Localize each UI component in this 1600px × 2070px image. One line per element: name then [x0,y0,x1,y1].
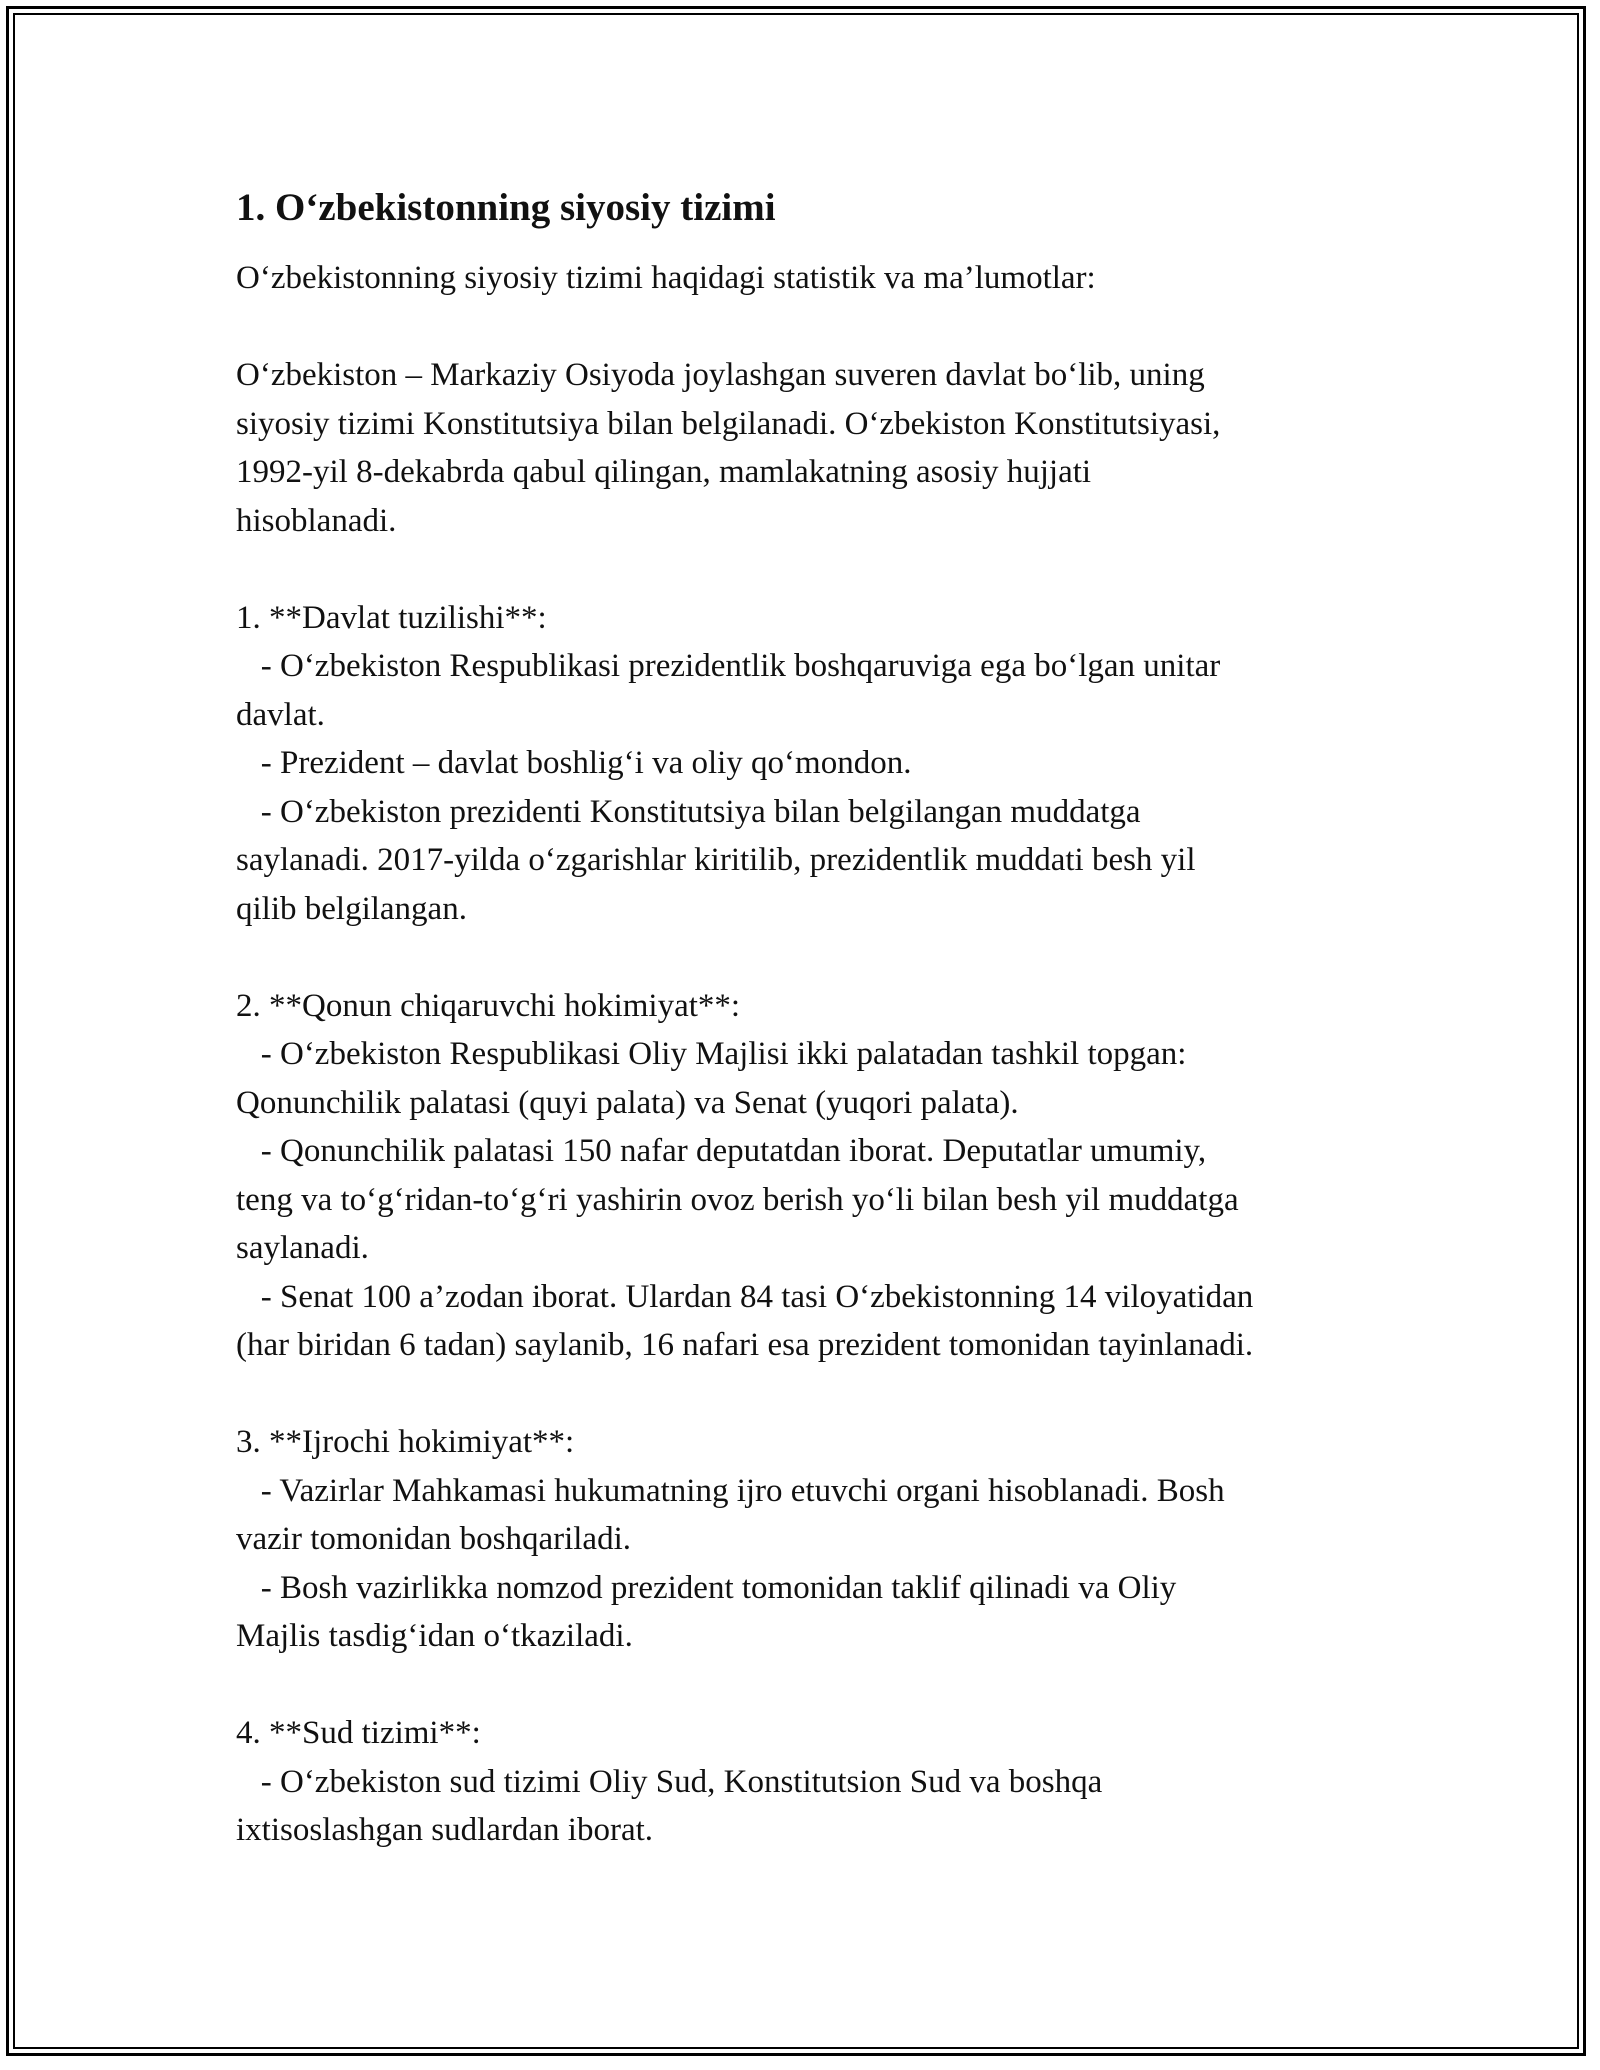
list-item: - Bosh vazirlikka nomzod prezident tomonidan taklif qilinadi va Oliy Majlis tasdig‘idan o‘tkaziladi. [236,1569,1177,1654]
list-item: - O‘zbekiston sud tizimi Oliy Sud, Konstitutsion Sud va boshqa ixtisoslashgan sudlardan iborat. [236,1763,1103,1848]
document-title: 1. O‘zbekistonning siyosiy tizimi [236,186,776,229]
section-sud-tizimi [236,1709,1406,1855]
spacer [236,303,1406,352]
overview-paragraph: O‘zbekiston – Markaziy Osiyoda joylashgan suveren davlat bo‘lib, uning siyosiy tizimi Konstitutsiya bilan belgilanadi. O‘zbekiston Konstitutsiyasi, 1992-yil 8-dekabrda qabul qilingan, mamlakatning asosiy hujjati hisoblanadi. [236,357,1221,539]
spacer [236,545,1406,594]
section-ijrochi-hokimiyat [236,1418,1406,1661]
list-item: - Vazirlar Mahkamasi hukumatning ijro etuvchi organi hisoblanadi. Bosh vazir tomonidan boshqariladi. [236,1472,1225,1557]
section-heading: 2. **Qonun chiqaruvchi hokimiyat**: [236,987,741,1024]
intro-paragraph: O‘zbekistonning siyosiy tizimi haqidagi statistik va ma’lumotlar: [236,260,1096,296]
list-item: - Prezident – davlat boshlig‘i va oliy qo‘mondon. [236,745,912,781]
section-heading: 4. **Sud tizimi**: [236,1715,481,1751]
list-item: - O‘zbekiston prezidenti Konstitutsiya bilan belgilangan muddatga saylanadi. 2017-yilda o‘zgarishlar kiritilib, prezidentlik muddati besh yil qilib belgilangan. [236,793,1196,927]
list-item: - O‘zbekiston Respublikasi Oliy Majlisi ikki palatadan tashkil topgan: Qonunchilik palatasi (quyi palata) va Senat (yuqori palata). [236,1036,1187,1121]
spacer [236,933,1406,982]
section-heading: 3. **Ijrochi hokimiyat**: [236,1424,575,1460]
section-qonun-chiqaruvchi-hokimiyat [236,982,1406,1370]
document-body [236,184,1406,1855]
list-item: - O‘zbekiston Respublikasi prezidentlik boshqaruviga ega bo‘lgan unitar davlat. [236,648,1221,733]
list-item: - Senat 100 a’zodan iborat. Ulardan 84 tasi O‘zbekistonning 14 viloyatidan (har biridan 6 tadan) saylanib, 16 nafari esa prezident tomonidan tayinlanadi. [236,1278,1254,1363]
spacer [236,1661,1406,1710]
section-heading: 1. **Davlat tuzilishi**: [236,599,547,636]
list-item: - Qonunchilik palatasi 150 nafar deputatdan iborat. Deputatlar umumiy, teng va to‘g‘ridan-to‘g‘ri yashirin ovoz berish yo‘li bilan besh yil muddatga saylanadi. [236,1133,1239,1266]
spacer [236,1370,1406,1419]
section-davlat-tuzilishi [236,594,1406,934]
